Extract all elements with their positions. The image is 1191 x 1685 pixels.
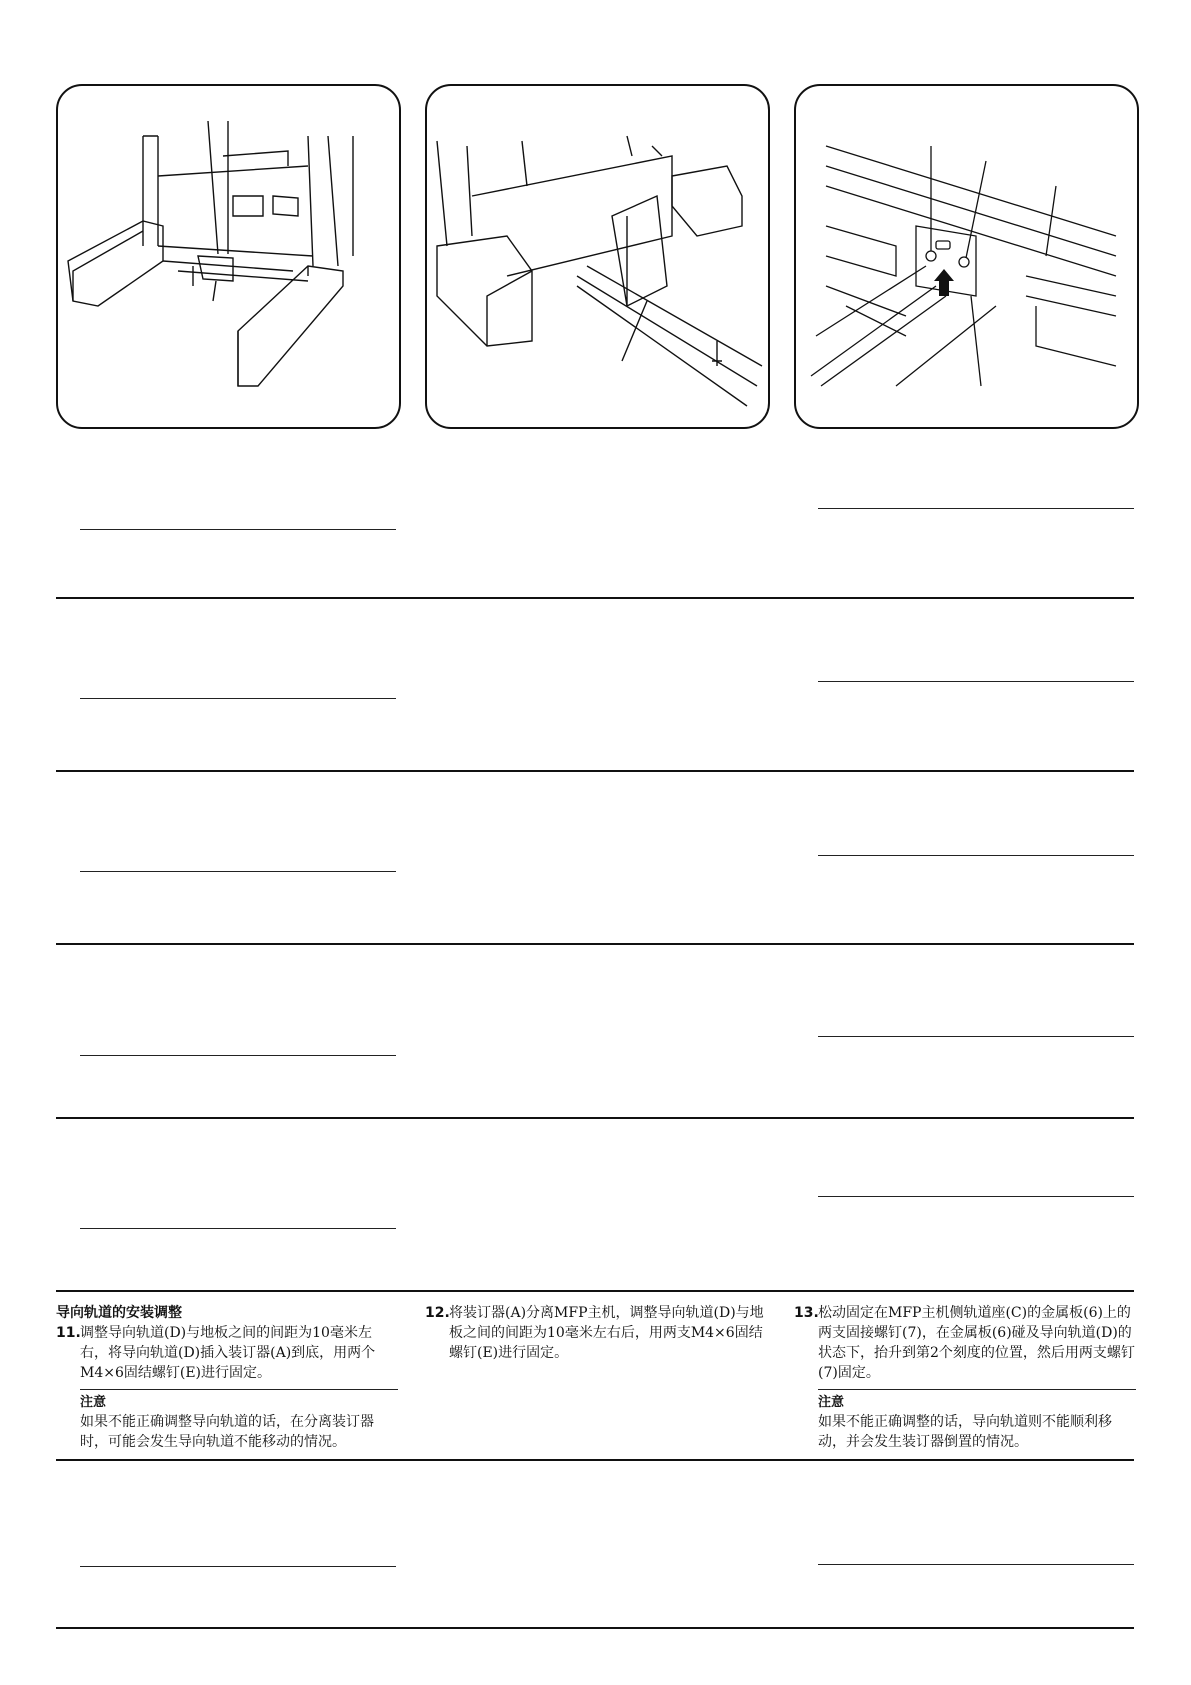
note-text: 如果不能正确调整的话，导向轨道则不能顺利移动，并会发生装订器倒置的情况。	[818, 1414, 1112, 1450]
row-divider-7	[56, 1627, 1134, 1629]
step-12	[425, 1303, 767, 1363]
illustration-finisher-guide-rail-insert	[56, 84, 401, 429]
step-number: 11.	[56, 1325, 81, 1341]
step-text: 调整导向轨道(D)与地板之间的间距为10毫米左右，将导向轨道(D)插入装订器(A)到底，用两个M4×6固结螺钉(E)进行固定。	[80, 1325, 376, 1381]
left-blank-rule-1	[80, 529, 396, 530]
note-divider	[818, 1389, 1136, 1390]
right-blank-rule-2	[818, 681, 1134, 682]
right-blank-rule-4	[818, 1036, 1134, 1037]
step-13	[794, 1303, 1136, 1383]
step-number: 12.	[425, 1305, 450, 1321]
note-text: 如果不能正确调整导向轨道的话，在分离装订器时，可能会发生导向轨道不能移动的情况。	[80, 1414, 374, 1450]
left-blank-rule-4	[80, 1055, 396, 1056]
row-divider-2	[56, 770, 1134, 772]
left-blank-rule-3	[80, 871, 396, 872]
illustration-2-drawing	[427, 86, 768, 427]
step-11-column	[56, 1303, 398, 1452]
row-divider-5	[56, 1290, 1134, 1292]
right-blank-rule-1	[818, 508, 1134, 509]
illustration-1-drawing	[58, 86, 399, 427]
note-block	[80, 1394, 398, 1452]
step-number: 13.	[794, 1305, 819, 1321]
right-blank-rule-6	[818, 1564, 1134, 1565]
right-blank-rule-5	[818, 1196, 1134, 1197]
step-12-column	[425, 1303, 767, 1363]
row-divider-6	[56, 1459, 1134, 1461]
note-block	[818, 1394, 1136, 1452]
left-blank-rule-6	[80, 1566, 396, 1567]
step-text: 松动固定在MFP主机侧轨道座(C)的金属板(6)上的两支固接螺钉(7)，在金属板(6)碰及导向轨道(D)的状态下，抬升到第2个刻度的位置，然后用两支螺钉(7)固定。	[818, 1305, 1135, 1381]
row-divider-1	[56, 597, 1134, 599]
illustration-3-drawing	[796, 86, 1137, 427]
note-title: 注意	[80, 1395, 107, 1410]
row-divider-3	[56, 943, 1134, 945]
row-divider-4	[56, 1117, 1134, 1119]
right-blank-rule-3	[818, 855, 1134, 856]
left-blank-rule-2	[80, 698, 396, 699]
illustration-metal-plate-adjustment	[794, 84, 1139, 429]
section-heading: 导向轨道的安装调整	[56, 1305, 182, 1321]
note-divider	[80, 1389, 398, 1390]
step-11	[56, 1323, 398, 1383]
left-blank-rule-5	[80, 1228, 396, 1229]
illustration-finisher-separated	[425, 84, 770, 429]
step-text: 将装订器(A)分离MFP主机，调整导向轨道(D)与地板之间的间距为10毫米左右后，用两支M4×6固结螺钉(E)进行固定。	[449, 1305, 764, 1361]
step-13-column	[794, 1303, 1136, 1452]
note-title: 注意	[818, 1395, 845, 1410]
